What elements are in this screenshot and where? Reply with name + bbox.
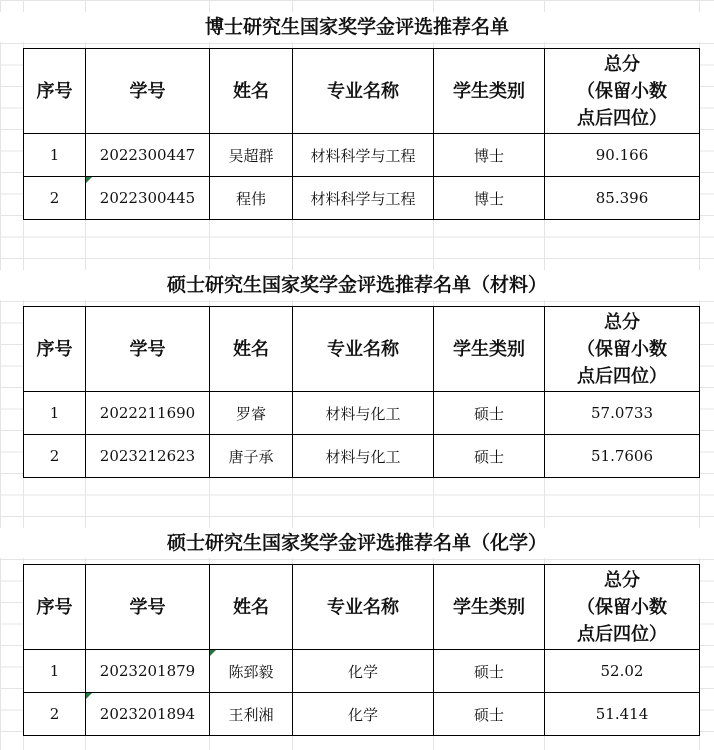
header-score[interactable] — [545, 49, 700, 134]
header-major[interactable]: 专业名称 — [293, 307, 434, 392]
score-header-line1: 总分 — [604, 311, 640, 333]
score-header-line2: （保留小数 — [577, 596, 667, 618]
cell-score[interactable]: 85.396 — [545, 177, 700, 220]
score-header-line2: （保留小数 — [577, 338, 667, 360]
cell-score[interactable]: 51.414 — [545, 693, 700, 736]
cell-no[interactable]: 2 — [24, 435, 86, 478]
header-name[interactable]: 姓名 — [210, 49, 293, 134]
cell-major[interactable]: 材料科学与工程 — [293, 177, 434, 220]
cell-name[interactable]: 王利湘 — [210, 693, 293, 736]
table-master-materials — [23, 306, 700, 478]
section-title-master-materials: 硕士研究生国家奖学金评选推荐名单（材料） — [0, 270, 714, 300]
table-phd — [23, 48, 700, 220]
cell-major[interactable]: 材料与化工 — [293, 392, 434, 435]
cell-major[interactable]: 材料科学与工程 — [293, 134, 434, 177]
score-header-line1: 总分 — [604, 569, 640, 591]
cell-major[interactable]: 材料与化工 — [293, 435, 434, 478]
cell-name[interactable]: 吴超群 — [210, 134, 293, 177]
cell-type[interactable]: 硕士 — [434, 650, 545, 693]
header-name[interactable]: 姓名 — [210, 565, 293, 650]
cell-score[interactable]: 57.0733 — [545, 392, 700, 435]
header-type[interactable]: 学生类别 — [434, 49, 545, 134]
score-header-line2: （保留小数 — [577, 80, 667, 102]
cell-name[interactable]: 陈郅毅 — [210, 650, 293, 693]
header-no[interactable]: 序号 — [24, 565, 86, 650]
header-no[interactable]: 序号 — [24, 307, 86, 392]
table-row — [24, 177, 700, 220]
cell-id[interactable]: 2022211690 — [86, 392, 210, 435]
cell-type[interactable]: 博士 — [434, 177, 545, 220]
table-row — [24, 392, 700, 435]
header-major[interactable]: 专业名称 — [293, 565, 434, 650]
cell-type[interactable]: 博士 — [434, 134, 545, 177]
header-row — [24, 565, 700, 650]
header-major[interactable]: 专业名称 — [293, 49, 434, 134]
cell-type[interactable]: 硕士 — [434, 392, 545, 435]
cell-score[interactable]: 52.02 — [545, 650, 700, 693]
header-type[interactable]: 学生类别 — [434, 307, 545, 392]
cell-score[interactable]: 90.166 — [545, 134, 700, 177]
score-header-line3: 点后四位） — [577, 623, 667, 645]
cell-type[interactable]: 硕士 — [434, 693, 545, 736]
cell-score[interactable]: 51.7606 — [545, 435, 700, 478]
cell-type[interactable]: 硕士 — [434, 435, 545, 478]
header-id[interactable]: 学号 — [86, 49, 210, 134]
section-title-phd: 博士研究生国家奖学金评选推荐名单 — [0, 12, 714, 42]
table-master-chemistry — [23, 564, 700, 736]
cell-name[interactable]: 唐子承 — [210, 435, 293, 478]
cell-no[interactable]: 1 — [24, 650, 86, 693]
header-row — [24, 49, 700, 134]
header-id[interactable]: 学号 — [86, 565, 210, 650]
cell-no[interactable]: 1 — [24, 392, 86, 435]
table-row — [24, 435, 700, 478]
header-id[interactable]: 学号 — [86, 307, 210, 392]
score-header-line3: 点后四位） — [577, 365, 667, 387]
header-score[interactable] — [545, 565, 700, 650]
score-header-line1: 总分 — [604, 53, 640, 75]
cell-name[interactable]: 程伟 — [210, 177, 293, 220]
cell-id[interactable]: 2023212623 — [86, 435, 210, 478]
header-type[interactable]: 学生类别 — [434, 565, 545, 650]
cell-major[interactable]: 化学 — [293, 693, 434, 736]
cell-id[interactable]: 2022300445 — [86, 177, 210, 220]
cell-major[interactable]: 化学 — [293, 650, 434, 693]
table-row — [24, 134, 700, 177]
section-title-master-chemistry: 硕士研究生国家奖学金评选推荐名单（化学） — [0, 528, 714, 558]
header-no[interactable]: 序号 — [24, 49, 86, 134]
cell-id[interactable]: 2022300447 — [86, 134, 210, 177]
cell-id[interactable]: 2023201879 — [86, 650, 210, 693]
cell-id[interactable]: 2023201894 — [86, 693, 210, 736]
header-row — [24, 307, 700, 392]
table-row — [24, 650, 700, 693]
cell-no[interactable]: 2 — [24, 693, 86, 736]
cell-name[interactable]: 罗睿 — [210, 392, 293, 435]
header-score[interactable] — [545, 307, 700, 392]
cell-no[interactable]: 2 — [24, 177, 86, 220]
table-row — [24, 693, 700, 736]
score-header-line3: 点后四位） — [577, 107, 667, 129]
header-name[interactable]: 姓名 — [210, 307, 293, 392]
cell-no[interactable]: 1 — [24, 134, 86, 177]
